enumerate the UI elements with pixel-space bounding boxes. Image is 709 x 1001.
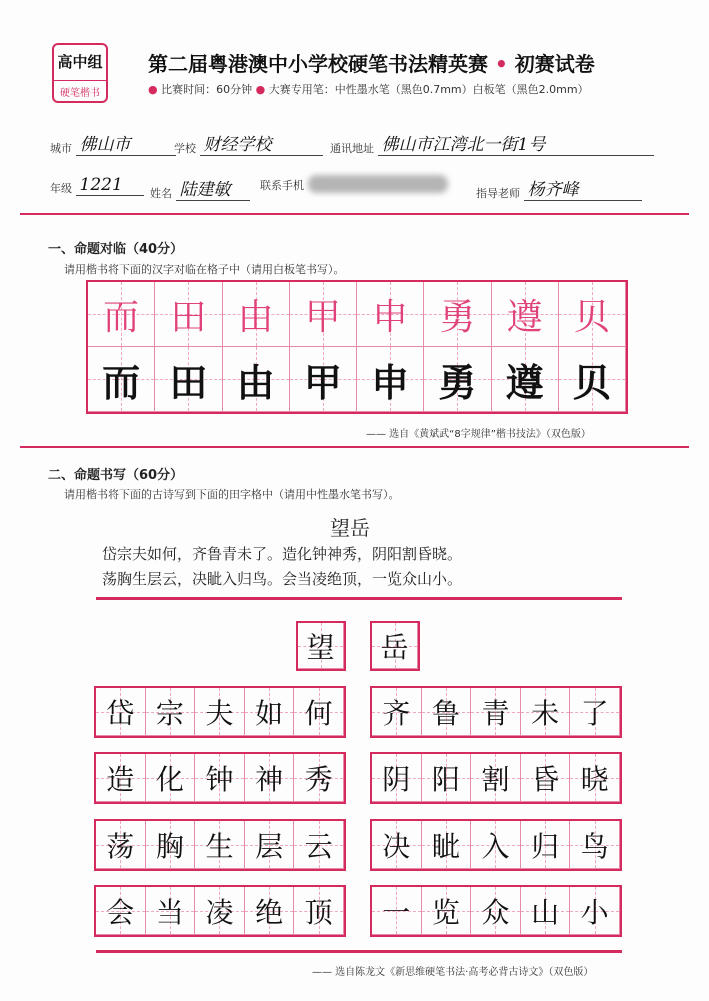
handwritten-character: 由 [237,296,274,338]
handwritten-character: 青 [481,696,510,730]
paper-title-main: 第二届粤港澳中小学校硬笔书法精英赛 [148,52,488,76]
tianzige-cell [223,347,290,412]
section2-credit: —— 选自陈龙文《新思维硬笔书法·高考必背古诗文》（双色版） [312,967,594,978]
tianzige-cell [290,347,357,412]
address-value: 佛山市江湾北一街1号 [378,130,654,156]
handwritten-character: 胸 [155,829,184,863]
tianzige-cell [521,821,571,869]
tianzige-cell [471,821,521,869]
tianzige-cell [372,688,422,736]
handwritten-character: 造 [106,762,135,796]
handwritten-character: 贝 [572,359,611,405]
tianzige-cell [146,754,196,802]
tianzige-cell [372,887,422,935]
paper-title-suffix: 初赛试卷 [514,52,595,76]
handwritten-character: 田 [169,359,208,405]
copy-grid [86,280,628,414]
tianzige-cell [422,754,472,802]
tianzige-cell [570,754,620,802]
poem-divider-top [96,597,622,600]
poem-line-grid [94,885,346,937]
tianzige-cell [245,821,295,869]
handwritten-character: 割 [481,762,510,796]
tianzige-cell [88,282,155,347]
poem-line-grid [370,752,622,804]
tianzige-cell [223,282,290,347]
handwritten-character: 当 [155,895,184,929]
handwritten-character: 云 [304,829,333,863]
tianzige-cell [570,688,620,736]
tianzige-cell [559,282,626,347]
poem-line-2: 荡胸生层云，决眦入归鸟。会当凌绝顶，一览众山小。 [102,570,463,588]
poem-line-grid [370,686,622,738]
paper-title [148,48,595,77]
tianzige-cell [521,887,571,935]
tianzige-cell [521,754,571,802]
tianzige-cell [245,688,295,736]
tianzige-cell [195,754,245,802]
tianzige-cell [155,282,222,347]
tianzige-cell [357,282,424,347]
tianzige-cell [294,821,344,869]
handwritten-character: 望 [306,630,335,664]
handwritten-character: 览 [431,895,460,929]
title-box [296,621,346,671]
handwritten-character: 昏 [531,762,560,796]
tianzige-cell [521,688,571,736]
handwritten-character: 层 [255,829,284,863]
tianzige-cell [471,887,521,935]
handwritten-character: 甲 [304,296,341,338]
tianzige-cell [422,688,472,736]
poem-title: 望岳 [330,516,370,540]
handwritten-character: 而 [103,296,140,338]
poem-line-grid [370,819,622,871]
handwritten-character: 勇 [439,296,476,338]
handwritten-character: 神 [255,762,284,796]
phone-field [260,175,448,193]
tianzige-cell [298,623,344,669]
handwritten-character: 凌 [205,895,234,929]
address-field [330,130,654,156]
tianzige-cell [294,688,344,736]
handwritten-character: 眦 [431,829,460,863]
tianzige-cell [290,282,357,347]
tianzige-cell [471,688,521,736]
tianzige-cell [372,821,422,869]
teacher-value: 杨齐峰 [524,175,642,201]
tianzige-cell [195,688,245,736]
grade-label: 年级 [50,182,72,195]
handwritten-character: 贝 [573,296,610,338]
header-divider [20,213,689,215]
handwritten-character: 如 [255,696,284,730]
name-field [150,175,250,201]
handwritten-character: 归 [531,829,560,863]
tianzige-cell [195,821,245,869]
bullet-icon: ● [148,83,162,96]
handwritten-character: 岳 [380,630,409,664]
tianzige-cell [155,347,222,412]
tianzige-cell [146,821,196,869]
tianzige-cell [146,688,196,736]
exam-time: 比赛时间：60分钟 [161,83,253,96]
handwritten-character: 顶 [304,895,333,929]
handwritten-character: 化 [155,762,184,796]
poem-line-1: 岱宗夫如何，齐鲁青未了。造化钟神秀，阴阳割昏晓。 [102,545,463,563]
badge-group-label: 高中组 [57,53,103,71]
group-badge [52,43,108,103]
section2-title: 二、命题书写（60分） [48,468,184,483]
city-field [50,130,176,156]
school-field [174,130,323,156]
handwritten-character: 绝 [255,895,284,929]
badge-style-label: 硬笔楷书 [54,80,106,99]
bullet-icon: ● [255,83,269,96]
poem-divider-bottom [96,950,622,953]
tianzige-cell [294,754,344,802]
handwritten-character: 荡 [106,829,135,863]
section-divider [20,446,689,448]
bullet-icon: • [488,52,515,76]
tianzige-cell [96,821,146,869]
handwritten-character: 夫 [205,696,234,730]
handwritten-character: 而 [102,359,141,405]
handwritten-character: 何 [304,696,333,730]
tianzige-cell [492,282,559,347]
handwritten-character: 申 [371,359,410,405]
tianzige-cell [471,754,521,802]
address-label: 通讯地址 [330,142,374,155]
tianzige-cell [424,347,491,412]
paper-subtitle [148,81,589,97]
tianzige-cell [146,887,196,935]
teacher-label: 指导老师 [476,187,520,200]
section1-instruction: 请用楷书将下面的汉字对临在格子中（请用白板笔书写）。 [64,263,345,276]
handwritten-character: 未 [531,696,560,730]
tianzige-cell [96,887,146,935]
handwritten-character: 阴 [382,762,411,796]
tianzige-cell [424,282,491,347]
grade-field [50,175,144,196]
handwritten-character: 众 [481,895,510,929]
tianzige-cell [372,754,422,802]
tianzige-cell [294,887,344,935]
handwritten-character: 生 [205,829,234,863]
tianzige-cell [422,821,472,869]
tianzige-cell [357,347,424,412]
tianzige-cell [88,347,155,412]
tianzige-cell [492,347,559,412]
tianzige-cell [559,347,626,412]
tianzige-cell [570,887,620,935]
poem-line-grid [94,686,346,738]
tianzige-cell [372,623,418,669]
tianzige-cell [96,754,146,802]
handwritten-character: 小 [580,895,609,929]
handwritten-character: 田 [170,296,207,338]
teacher-field [476,175,642,201]
tianzige-cell [195,887,245,935]
handwritten-character: 晓 [580,762,609,796]
handwritten-character: 入 [481,829,510,863]
section1-credit: —— 选自《黄斌武“8字规律”楷书技法》（双色版） [366,429,591,440]
section2-instruction: 请用楷书将下面的古诗写到下面的田字格中（请用中性墨水笔书写）。 [64,488,400,501]
city-value: 佛山市 [76,130,176,156]
grade-value: 1221 [76,175,144,196]
handwritten-character: 鸟 [580,829,609,863]
city-label: 城市 [50,142,72,155]
handwritten-character: 了 [580,696,609,730]
handwritten-character: 由 [236,359,275,405]
handwritten-character: 遵 [505,359,544,405]
handwritten-character: 秀 [304,762,333,796]
handwritten-character: 岱 [106,696,135,730]
handwritten-character: 遵 [506,296,543,338]
name-value: 陆建敏 [176,175,250,201]
handwritten-character: 一 [382,895,411,929]
phone-redacted [308,175,448,193]
section1-title: 一、命题对临（40分） [48,242,184,257]
poem-line-grid [94,752,346,804]
name-label: 姓名 [150,187,172,200]
handwritten-character: 会 [106,895,135,929]
handwritten-character: 决 [382,829,411,863]
tianzige-cell [96,688,146,736]
pen-requirement: 大赛专用笔：中性墨水笔（黑色0.7mm）白板笔（黑色2.0mm） [268,83,589,96]
handwritten-character: 阳 [431,762,460,796]
phone-label: 联系手机 [260,179,304,192]
handwritten-character: 申 [372,296,409,338]
title-box [370,621,420,671]
handwritten-character: 鲁 [431,696,460,730]
poem-line-grid [94,819,346,871]
school-label: 学校 [174,142,196,155]
tianzige-cell [245,754,295,802]
handwritten-character: 齐 [382,696,411,730]
tianzige-cell [570,821,620,869]
handwritten-character: 甲 [303,359,342,405]
handwritten-character: 钟 [205,762,234,796]
tianzige-cell [245,887,295,935]
school-value: 财经学校 [200,130,323,156]
poem-line-grid [370,885,622,937]
handwritten-character: 勇 [438,359,477,405]
handwritten-character: 山 [531,895,560,929]
tianzige-cell [422,887,472,935]
handwritten-character: 宗 [155,696,184,730]
